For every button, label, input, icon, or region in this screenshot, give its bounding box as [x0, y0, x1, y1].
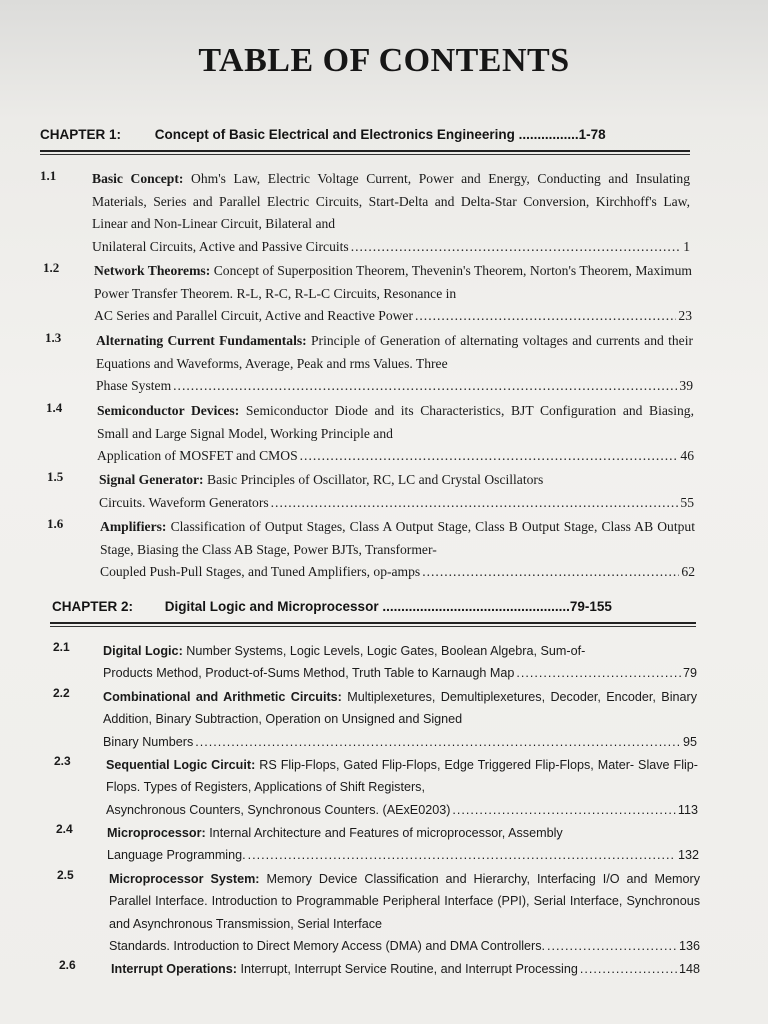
section-last-line: [103, 731, 697, 753]
section-heading: Semiconductor Devices:: [97, 403, 240, 418]
section-number: 2.1: [53, 640, 70, 654]
section-text: [99, 469, 694, 514]
section-heading: Alternating Current Fundamentals:: [96, 333, 307, 348]
section-description: Multiplexetures, Demultiplexetures, Decoder, Encoder, Binary Addition, Binary Subtraction, Operation on Unsigned and Signed: [103, 690, 697, 727]
page-number: 132: [677, 848, 699, 863]
page-number: 95: [682, 734, 697, 749]
section-description-end: Circuits. Waveform Generators: [99, 494, 269, 510]
section-text: [96, 330, 693, 398]
section-text: [100, 516, 695, 584]
section-last-line: [96, 375, 693, 398]
section-description: Ohm's Law, Electric Voltage Current, Power and Energy, Conducting and Insulating Materials, Series and Parallel Electric Circuits, Start-Delta and Delta-Star Conversion, Kirchhoff's Law, Linear and Non-Linear Circuit, Bilateral and: [92, 171, 690, 232]
section-last-line: [106, 799, 698, 821]
section-description: Basic Principles of Oscillator, RC, LC and Crystal Oscillators: [207, 472, 544, 487]
section-number: 2.2: [53, 686, 70, 700]
leader-dots: [173, 375, 677, 398]
section-text: [97, 400, 694, 468]
section-description-end: Application of MOSFET and CMOS: [97, 448, 298, 464]
section-last-line: [111, 958, 700, 980]
section-description: Interrupt, Interrupt Service Routine, and Interrupt Processing: [240, 962, 578, 976]
page-number: 55: [680, 494, 694, 510]
section-number: 1.3: [45, 330, 62, 345]
section-number: 1.6: [47, 516, 64, 531]
chapter-2-rule-thin: [50, 626, 696, 627]
chapter-2-pages: 79-155: [569, 599, 612, 614]
section-number: 2.5: [57, 868, 74, 882]
section-last-line: [100, 561, 695, 584]
section-heading: Sequential Logic Circuit:: [106, 758, 256, 772]
leader-dots: [547, 935, 677, 957]
section-description-end: Asynchronous Counters, Synchronous Counters. (AExE0203): [106, 802, 451, 817]
chapter-2-leader: ..................................................: [382, 599, 570, 614]
section-description-end: Phase System: [96, 378, 172, 394]
section-description: Concept of Superposition Theorem, Thevenin's Theorem, Norton's Theorem, Maximum Power Transfer Theorem. R-L, R-C, R-L-C Circuits, Resonance in: [94, 263, 692, 301]
section-heading: Interrupt Operations:: [111, 962, 237, 976]
section-description: Number Systems, Logic Levels, Logic Gates, Boolean Algebra, Sum-of-: [186, 644, 586, 658]
section-description-end: Binary Numbers: [103, 734, 194, 749]
section-description-end: Language Programming.: [107, 848, 246, 863]
leader-dots: [195, 731, 681, 753]
section-text: [106, 754, 698, 821]
section-description-end: Coupled Push-Pull Stages, and Tuned Amplifiers, op-amps: [100, 564, 421, 580]
page-number: 1: [683, 238, 690, 254]
section-description: Principle of Generation of alternating voltages and currents and their Equations and Waveforms, Average, Peak and rms Values. Three: [96, 333, 693, 371]
section-heading: Digital Logic:: [103, 644, 183, 658]
leader-dots: [351, 236, 681, 259]
section-number: 2.6: [59, 958, 76, 972]
section-description: Semiconductor Diode and its Characteristics, BJT Configuration and Biasing, Small and Large Signal Model, Working Principle and: [97, 403, 694, 441]
page-title: TABLE OF CONTENTS: [198, 42, 570, 79]
page-number: 79: [682, 666, 697, 681]
section-text: [103, 686, 697, 753]
chapter-1-rule: [40, 150, 690, 152]
section-last-line: [107, 844, 699, 866]
section-description: Classification of Output Stages, Class A Output Stage, Class B Output Stage, Class AB Output Stage, Biasing the Class AB Stage, Power BJTs, Transformer-: [100, 519, 695, 557]
section-text: [103, 640, 697, 685]
chapter-1-leader: ................: [518, 127, 579, 142]
section-text: [92, 168, 690, 258]
chapter-2-title: Digital Logic and Microprocessor: [164, 599, 379, 614]
section-text: [94, 260, 692, 328]
section-description: RS Flip-Flops, Gated Flip-Flops, Edge Triggered Flip-Flops, Mater- Slave Flip-Flops. Types of Registers, Applications of Shift Registers,: [106, 758, 698, 795]
section-last-line: [97, 445, 694, 468]
chapter-2-label: CHAPTER 2:: [52, 599, 134, 614]
section-description: Memory Device Classification and Hierarchy, Interfacing I/O and Memory Parallel Interface. Introduction to Programmable Peripheral Interface (PPI), Serial Interface, Synchronous and Asynchronous Transmission, Serial Interface: [109, 872, 701, 931]
chapter-1-label: CHAPTER 1:: [40, 127, 122, 142]
section-last-line: [92, 236, 690, 259]
page-number: 39: [679, 378, 693, 394]
chapter-1-pages: 1-78: [578, 127, 606, 142]
leader-dots: [300, 445, 679, 468]
section-heading: Signal Generator:: [99, 472, 204, 487]
section-description: Internal Architecture and Features of microprocessor, Assembly: [209, 826, 563, 840]
chapter-1-heading: [40, 127, 606, 142]
section-description-end: Unilateral Circuits, Active and Passive Circuits: [92, 238, 349, 254]
section-number: 2.3: [54, 754, 71, 768]
section-heading: Network Theorems:: [94, 263, 211, 278]
leader-dots: [415, 305, 676, 328]
section-text: [111, 958, 700, 980]
page-number: 136: [678, 939, 700, 954]
leader-dots: [248, 844, 676, 866]
page-number: 62: [681, 564, 695, 580]
section-number: 1.4: [46, 400, 63, 415]
section-last-line: [109, 935, 700, 957]
section-text: [109, 868, 700, 958]
leader-dots: [452, 799, 676, 821]
section-number: 2.4: [56, 822, 73, 836]
section-heading: Microprocessor:: [107, 826, 206, 840]
section-description-end: Standards. Introduction to Direct Memory Access (DMA) and DMA Controllers.: [109, 939, 546, 954]
chapter-1-rule-thin: [40, 154, 690, 155]
chapter-2-rule: [50, 622, 696, 624]
section-number: 1.5: [47, 469, 64, 484]
section-number: 1.1: [40, 168, 57, 183]
section-description-end: Products Method, Product-of-Sums Method, Truth Table to Karnaugh Map: [103, 666, 515, 681]
section-last-line: [94, 305, 692, 328]
section-number: 1.2: [43, 260, 60, 275]
chapter-1-title: Concept of Basic Electrical and Electronics Engineering: [154, 127, 515, 142]
leader-dots: [516, 662, 681, 684]
section-last-line: [103, 662, 697, 684]
section-description-end: AC Series and Parallel Circuit, Active and Reactive Power: [94, 308, 413, 324]
page-number: 113: [677, 802, 698, 817]
section-heading: Microprocessor System:: [109, 872, 260, 886]
section-heading: Basic Concept:: [92, 171, 184, 186]
section-heading: Combinational and Arithmetic Circuits:: [103, 690, 342, 704]
leader-dots: [580, 958, 677, 980]
section-last-line: [99, 492, 694, 515]
section-description-end: [111, 958, 578, 980]
leader-dots: [271, 492, 679, 515]
page-number: 148: [678, 962, 700, 976]
chapter-2-heading: [52, 599, 612, 614]
section-heading: Amplifiers:: [100, 519, 167, 534]
leader-dots: [422, 561, 679, 584]
page-number: 46: [680, 448, 694, 464]
section-text: [107, 822, 699, 867]
page-number: 23: [678, 308, 692, 324]
